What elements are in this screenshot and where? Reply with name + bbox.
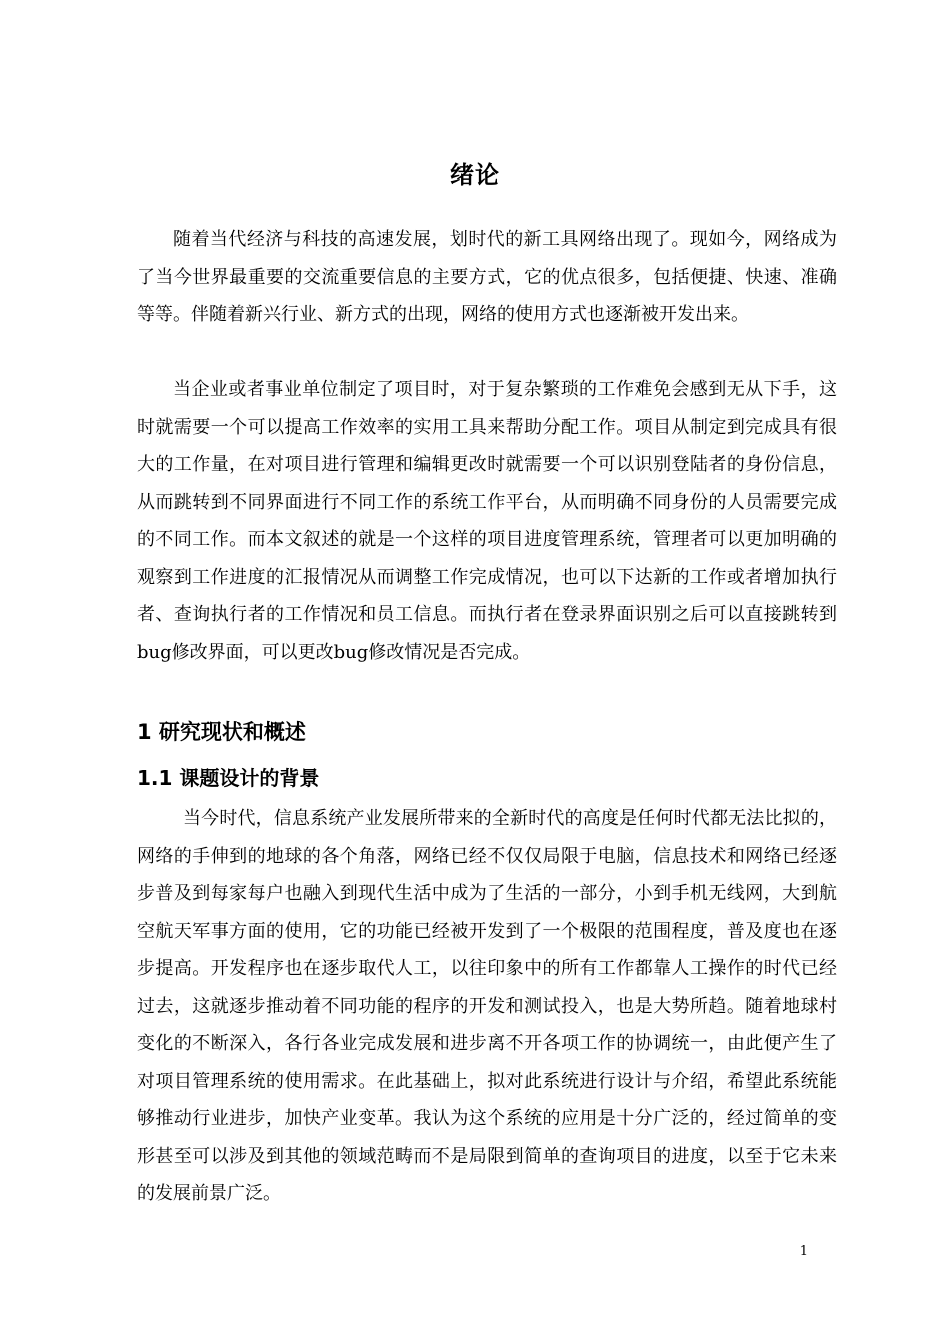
subsection-heading: 1.1 课题设计的背景 — [137, 766, 320, 790]
document-title: 绪论 — [450, 161, 500, 189]
page-number: 1 — [799, 1244, 808, 1259]
background-paragraph: 当今时代，信息系统产业发展所带来的全新时代的高度是任何时代都无法比拟的，网络的手伸到的地球的各个角落，网络已经不仅仅局限于电脑，信息技术和网络已经逐步普及到每家每户也融入到现代生活中成为了生活的一部分，小到手机无线网，大到航空航天军事方面的使用，它的功能已经被开发到了一个极限的范围程度，普及度也在逐步提高。开发程序也在逐步取代人工，以往印象中的所有工作都靠人工操作的时代已经过去，这就逐步推动着不同功能的程序的开发和测试投入，也是大势所趋。随着地球村变化的不断深入，各行各业完成发展和进步离不开各项工作的协调统一，由此便产生了对项目管理系统的使用需求。在此基础上，拟对此系统进行设计与介绍，希望此系统能够推动行业进步，加快产业变革。我认为这个系统的应用是十分广泛的，经过简单的变形甚至可以涉及到其他的领域范畴而不是局限到简单的查询项目的进度，以至于它未来的发展前景广泛。 — [137, 808, 837, 1204]
intro-paragraph-2: 当企业或者事业单位制定了项目时，对于复杂繁琐的工作难免会感到无从下手，这时就需要一个可以提高工作效率的实用工具来帮助分配工作。项目从制定到完成具有很大的工作量，在对项目进行管理和编辑更改时就需要一个可以识别登陆者的身份信息，从而跳转到不同界面进行不同工作的系统工作平台，从而明确不同身份的人员需要完成的不同工作。而本文叙述的就是一个这样的项目进度管理系统，管理者可以更加明确的观察到工作进度的汇报情况从而调整工作完成情况，也可以下达新的工作或者增加执行者、查询执行者的工作情况和员工信息。而执行者在登录界面识别之后可以直接跳转到bug修改界面，可以更改bug修改情况是否完成。 — [137, 379, 837, 663]
section-heading: 1 研究现状和概述 — [137, 720, 306, 744]
intro-paragraph-1: 随着当代经济与科技的高速发展，划时代的新工具网络出现了。现如今，网络成为了当今世界最重要的交流重要信息的主要方式，它的优点很多，包括便捷、快速、准确等等。伴随着新兴行业、新方式的出现，网络的使用方式也逐渐被开发出来。 — [137, 229, 837, 325]
